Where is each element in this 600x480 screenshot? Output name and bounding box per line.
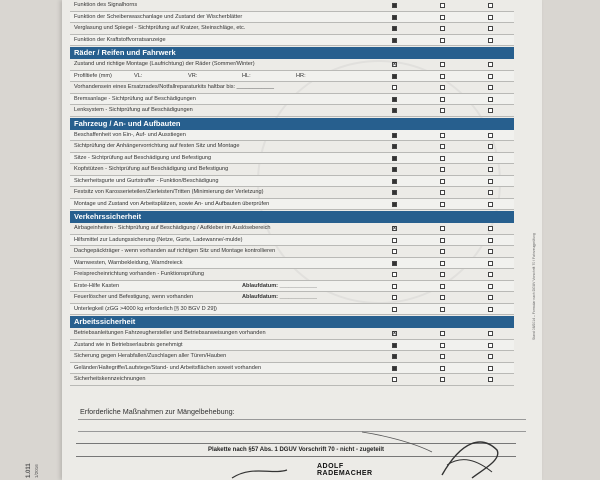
checkbox[interactable] (440, 144, 445, 149)
checklist-item-label: Lenksystem - Sichtprüfung auf Beschädigungen (74, 107, 193, 113)
checkbox[interactable] (488, 226, 493, 231)
checklist-item-label: Sitze - Sichtprüfung auf Beschädigung und Befestigung (74, 154, 212, 161)
checkbox[interactable] (488, 202, 493, 207)
checklist-row (70, 94, 514, 106)
checklist-item-label: Sicherheitskennzeichnungen (74, 376, 146, 382)
checkbox[interactable] (440, 295, 445, 300)
checklist-row (70, 35, 514, 47)
checkbox[interactable] (392, 226, 397, 231)
checkbox[interactable] (392, 354, 397, 359)
checkbox[interactable] (392, 295, 397, 300)
form-number-side (12, 390, 52, 480)
checklist-row (70, 328, 514, 340)
checklist-row (70, 12, 514, 24)
checkbox[interactable] (488, 74, 493, 79)
checkbox[interactable] (488, 238, 493, 243)
checklist-item-field: Ablaufdatum: ____________ (242, 282, 317, 289)
checkbox[interactable] (392, 190, 397, 195)
checkbox[interactable] (392, 97, 397, 102)
checklist-row (70, 246, 514, 258)
checkbox[interactable] (440, 249, 445, 254)
checklist-item-field: Ablaufdatum: ____________ (242, 294, 317, 300)
checklist-row (70, 199, 514, 211)
document-page (62, 0, 542, 480)
section-header: Räder / Reifen und Fahrwerk (70, 47, 514, 59)
checklist-table (70, 0, 514, 386)
checkbox[interactable] (392, 202, 397, 207)
checklist-item-label: Betriebsanleitungen Fahrzeughersteller und Betriebsanweisungen vorhanden (74, 330, 266, 336)
checkbox[interactable] (440, 366, 445, 371)
checkbox[interactable] (488, 272, 493, 277)
checkbox[interactable] (392, 26, 397, 31)
checkbox[interactable] (488, 179, 493, 184)
checkbox[interactable] (488, 108, 493, 113)
checkbox[interactable] (440, 202, 445, 207)
checklist-item-label: Profiltiefe (mm) (74, 72, 112, 79)
vertical-note: Stand 08/2014 – Formular nach DGUV Vorschrift 70 / Fahrzeugprüfung (532, 233, 536, 340)
plakette-line: Plakette nach §57 Abs. 1 DGUV Vorschrift 70 - nicht - zugeteilt (76, 443, 516, 457)
checkbox[interactable] (488, 156, 493, 161)
checklist-item-label: Unterlegkeil (zGG >4000 kg erforderlich [§ 30 BGV D 29]) (74, 305, 217, 312)
checklist-row (70, 82, 514, 94)
checkbox[interactable] (392, 62, 397, 67)
checklist-row (70, 141, 514, 153)
checkbox[interactable] (392, 343, 397, 348)
checkbox[interactable] (392, 331, 397, 336)
checkbox[interactable] (440, 85, 445, 90)
checkbox[interactable] (440, 108, 445, 113)
checkbox[interactable] (392, 74, 397, 79)
checklist-row (70, 71, 514, 83)
checklist-item-field: VR: (188, 72, 198, 79)
checklist-row (70, 374, 514, 386)
checklist-item-field: VL: (134, 72, 143, 79)
form-number: 1.011 (26, 463, 32, 478)
checkbox[interactable] (440, 238, 445, 243)
checkbox[interactable] (392, 38, 397, 43)
checkbox[interactable] (392, 144, 397, 149)
company-line-1: ADOLF (317, 463, 344, 470)
checkbox[interactable] (488, 377, 493, 382)
checkbox[interactable] (440, 307, 445, 312)
checkbox[interactable] (440, 354, 445, 359)
checklist-row (70, 363, 514, 375)
checklist-item-label: Beschaffenheit von Ein-, Auf- und Ausstiegen (74, 131, 186, 138)
checklist-row (70, 223, 514, 235)
checkbox[interactable] (440, 62, 445, 67)
vertical-note-side (532, 40, 540, 340)
checklist-row (70, 130, 514, 142)
checklist-item-label: Zustand und richtige Montage (Laufrichtung) der Räder (Sommer/Winter) (74, 61, 255, 67)
checkbox[interactable] (440, 97, 445, 102)
checklist-row (70, 258, 514, 270)
checkbox[interactable] (440, 226, 445, 231)
checklist-item-label: Zustand wie in Betriebserlaubnis genehmigt (74, 341, 183, 348)
checkbox[interactable] (488, 284, 493, 289)
form-meta: 1/2016 (34, 464, 39, 478)
checklist-item-label: Montage und Zustand von Arbeitsplätzen, sowie An- und Aufbauten überprüfen (74, 200, 270, 207)
checkbox[interactable] (392, 133, 397, 138)
checklist-row (70, 153, 514, 165)
checkbox[interactable] (392, 15, 397, 20)
section-header: Arbeitssicherheit (70, 316, 514, 328)
checkbox[interactable] (392, 261, 397, 266)
checkbox[interactable] (440, 377, 445, 382)
checkbox[interactable] (488, 295, 493, 300)
checklist-item-label: Funktion der Scheibenwaschanlage und Zustand der Wischerblätter (74, 13, 243, 20)
checklist-item-label: Bremsanlage - Sichtprüfung auf Beschädigungen (74, 95, 196, 102)
checkbox[interactable] (440, 167, 445, 172)
checklist-item-label: Funktion der Kraftstoffvorratsanzeige (74, 36, 166, 43)
checkbox[interactable] (392, 3, 397, 8)
measures-line-1 (78, 419, 526, 420)
checkbox[interactable] (392, 249, 397, 254)
checkbox[interactable] (392, 272, 397, 277)
checklist-row (70, 269, 514, 281)
checklist-item-label: Vorhandensein eines Ersatzrades/Notfallreparaturkits haltbar bis: ____________ (74, 84, 274, 90)
checkbox[interactable] (488, 331, 493, 336)
checkbox[interactable] (440, 26, 445, 31)
checklist-row (70, 59, 514, 71)
checkbox[interactable] (440, 156, 445, 161)
checklist-item-label: Dachgepäckträger - wenn vorhanden auf richtigen Sitz und Montage kontrollieren (74, 248, 276, 254)
checkbox[interactable] (392, 167, 397, 172)
checkbox[interactable] (488, 190, 493, 195)
checkbox[interactable] (488, 62, 493, 67)
checkbox[interactable] (392, 284, 397, 289)
checklist-item-field: HR: (296, 72, 306, 79)
checkbox[interactable] (440, 74, 445, 79)
checkbox[interactable] (440, 179, 445, 184)
checklist-row (70, 176, 514, 188)
checkbox[interactable] (392, 179, 397, 184)
checkbox[interactable] (392, 366, 397, 371)
checkbox[interactable] (488, 15, 493, 20)
checklist-item-label: Kopfstützen - Sichtprüfung auf Beschädigung und Befestigung (74, 166, 229, 172)
checklist-row (70, 164, 514, 176)
checklist-item-label: Verglasung und Spiegel - Sichtprüfung auf Kratzer, Steinschläge, etc. (74, 25, 246, 31)
checkbox[interactable] (392, 156, 397, 161)
checkbox[interactable] (488, 85, 493, 90)
checklist-item-label: Sicherheitsgurte und Gurtstraffer - Funktion/Beschädigung (74, 177, 219, 184)
checkbox[interactable] (440, 133, 445, 138)
checklist-item-label: Freisprecheinrichtung vorhanden - Funktionsprüfung (74, 271, 204, 277)
company-stamp (317, 463, 373, 477)
checkbox[interactable] (440, 331, 445, 336)
checkbox[interactable] (488, 343, 493, 348)
checkbox[interactable] (440, 15, 445, 20)
checklist-row (70, 281, 514, 293)
checklist-item-label: Feuerlöscher und Befestigung, wenn vorhanden (74, 294, 194, 300)
checkbox[interactable] (392, 85, 397, 90)
checklist-row (70, 235, 514, 247)
checkbox[interactable] (440, 284, 445, 289)
checkbox[interactable] (440, 3, 445, 8)
checkbox[interactable] (440, 272, 445, 277)
checklist-item-label: Sichtprüfung der Anhängervorrichtung auf festen Sitz und Montage (74, 143, 240, 149)
checklist-item-label: Funktion des Signalhorns (74, 2, 138, 8)
checklist-item-label: Hilfsmittel zur Ladungssicherung (Netze, Gurte, Ladewanne/-mulde) (74, 236, 243, 243)
checklist-row (70, 304, 514, 316)
checkbox[interactable] (440, 190, 445, 195)
checkbox[interactable] (488, 354, 493, 359)
company-line-2: RADEMACHER (317, 470, 373, 477)
checklist-item-label: Geländer/Haltegriffe/Laufstege/Stand- und Arbeitsflächen soweit vorhanden (74, 364, 262, 371)
checkbox[interactable] (488, 167, 493, 172)
checklist-row (70, 187, 514, 199)
checkbox[interactable] (440, 38, 445, 43)
checkbox[interactable] (488, 144, 493, 149)
checkbox[interactable] (488, 366, 493, 371)
checklist-item-label: Sicherung gegen Herabfallen/Zuschlagen aller Türen/Hauben (74, 353, 227, 359)
checkbox[interactable] (392, 238, 397, 243)
section-header: Verkehrssicherheit (70, 211, 514, 223)
checkbox[interactable] (488, 307, 493, 312)
checkbox[interactable] (392, 108, 397, 113)
checklist-row (70, 0, 514, 12)
checklist-item-label: Airbageinheiten - Sichtprüfung auf Beschädigung / Aufkleber im Auslösebereich (74, 225, 271, 231)
checkbox[interactable] (488, 133, 493, 138)
measures-label: Erforderliche Maßnahmen zur Mängelbehebung: (80, 407, 235, 416)
checkbox[interactable] (440, 343, 445, 348)
checkbox[interactable] (488, 3, 493, 8)
checkbox[interactable] (488, 26, 493, 31)
checklist-row (70, 351, 514, 363)
checkbox[interactable] (392, 307, 397, 312)
checklist-item-field: HL: (242, 72, 251, 79)
checkbox[interactable] (488, 261, 493, 266)
checklist-item-label: Erste-Hilfe Kasten (74, 282, 120, 289)
checklist-row (70, 23, 514, 35)
checkbox[interactable] (488, 97, 493, 102)
checkbox[interactable] (440, 261, 445, 266)
checklist-row (70, 105, 514, 117)
checkbox[interactable] (488, 38, 493, 43)
checklist-row (70, 340, 514, 352)
checkbox[interactable] (392, 377, 397, 382)
checklist-item-label: Festsitz von Karosserieteilen/Zierleisten/Tritten (Minimierung der Verletzung) (74, 189, 264, 195)
checkbox[interactable] (488, 249, 493, 254)
checklist-item-label: Warnwesten, Warnbekleidung, Warndreieck (74, 259, 183, 266)
section-header: Fahrzeug / An- und Aufbauten (70, 118, 514, 130)
checklist-row (70, 292, 514, 304)
